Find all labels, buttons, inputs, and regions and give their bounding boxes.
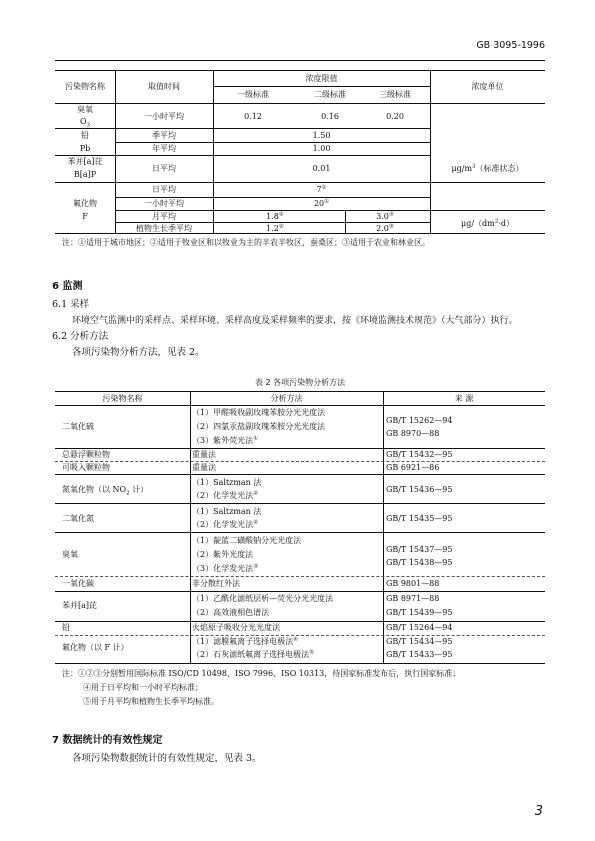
- o3-time: 一小时平均: [144, 112, 184, 121]
- o3-grade2: 0.16: [321, 112, 339, 121]
- o3-grade3: 0.20: [386, 112, 404, 121]
- nox-method-2: （2）化学发光法②: [192, 490, 259, 500]
- f-time-month: 月平均: [152, 212, 176, 221]
- no2-source: GB/T 15435—95: [386, 514, 453, 523]
- t2-o3-source-1: GB/T 15437—95: [386, 545, 453, 554]
- pm10-name: 可吸入颗粒物: [62, 463, 110, 472]
- t2-bap-name: 苯并[a]芘: [62, 601, 98, 610]
- col-header-grade1: 一级标准: [237, 90, 269, 99]
- section7-text: 各项污染物数据统计的有效性规定，见表 3。: [72, 753, 262, 764]
- co-source: GB 9801—88: [386, 579, 440, 588]
- table2-note-1: 注：①②③分别暂用国际标准 ISO/CD 10498、ISO 7996、ISO 10313，待国家标准发布后，执行国家标准；: [62, 669, 461, 678]
- pb-value-quarter: 1.50: [312, 131, 331, 140]
- o3-name: 臭氧: [77, 105, 93, 114]
- f-time-day: 日平均: [152, 185, 176, 194]
- t2-o3-method-2: （2）紫外光度法: [192, 550, 254, 559]
- t2-pb-source: GB/T 15264—94: [386, 623, 453, 632]
- t2-bap-source-1: GB 8971—88: [386, 594, 440, 603]
- bap-value: 0.01: [312, 164, 331, 173]
- t2-o3-method-1: （1）靛蓝二磺酸钠分光光度法: [192, 536, 302, 545]
- so2-name: 二氧化硫: [62, 422, 94, 431]
- f-value-day: 7①: [316, 184, 327, 194]
- table2-caption: 表 2 各项污染物分析方法: [254, 378, 346, 387]
- o3-grade1: 0.12: [244, 112, 262, 121]
- f-value-month-pastoral: 1.8②: [266, 211, 284, 221]
- t2-pb-method: 火焰原子吸收分光光度法: [192, 623, 280, 632]
- f-value-month-agri: 3.0③: [376, 211, 394, 221]
- nox-source: GB/T 15436—95: [386, 485, 453, 494]
- section7-heading: 7 数据统计的有效性规定: [52, 735, 163, 746]
- pm10-method: 重量法: [192, 463, 216, 472]
- section62-text: 各项污染物分析方法，见表 2。: [72, 347, 205, 358]
- col-header-time: 取值时间: [148, 82, 180, 91]
- so2-method-2: （2）四氯汞盐副玫瑰苯胺分光光度法: [192, 422, 326, 431]
- f-time-hour: 一小时平均: [144, 199, 184, 208]
- document-code: GB 3095-1996: [476, 40, 545, 51]
- page-number: 3: [534, 804, 543, 819]
- table1-note: 注：①适用于城市地区；②适用于牧业区和以牧业为主的半农半牧区，蚕桑区；③适用于农业和林业区。: [62, 238, 430, 247]
- pb-symbol: Pb: [79, 144, 91, 153]
- f-value-season-agri: 2.0③: [376, 223, 394, 233]
- t2-col-source: 来 源: [454, 394, 474, 403]
- no2-name: 二氧化氮: [62, 514, 94, 523]
- bap-name: 苯并[a]芘: [67, 157, 103, 166]
- pb-name: 铅: [81, 131, 89, 140]
- f-name: 氟化物: [73, 199, 97, 208]
- t2-o3-name: 臭氧: [62, 550, 78, 559]
- no2-method-1: （1）Saltzman 法: [192, 507, 262, 516]
- co-method: 非分散红外法: [192, 579, 240, 588]
- so2-source-1: GB/T 15262—94: [386, 416, 453, 425]
- section62-heading: 6.2 分析方法: [52, 331, 109, 342]
- bap-symbol: B[a]P: [73, 170, 97, 179]
- pb-time-year: 年平均: [152, 144, 176, 153]
- tsp-method: 重量法: [192, 450, 216, 459]
- col-header-unit: 浓度单位: [471, 82, 504, 91]
- co-name: 一氧化碳: [62, 579, 94, 588]
- pb-time-quarter: 季平均: [152, 131, 176, 140]
- t2-f-method-1: （1）滤膜氟离子选择电极法④: [192, 636, 299, 646]
- t2-f-source-2: GB/T 15433—95: [386, 650, 453, 659]
- col-header-limit: 浓度限值: [305, 74, 338, 83]
- f-time-season: 植物生长季平均: [136, 224, 192, 233]
- table2-note-3: ⑤用于月平均和植物生长季平均标准。: [83, 697, 219, 706]
- pm10-source: GB 6921—86: [386, 463, 440, 472]
- t2-col-pollutant: 污染物名称: [102, 394, 143, 403]
- col-header-grade3: 三级标准: [379, 90, 411, 99]
- t2-col-method: 分析方法: [270, 394, 303, 403]
- so2-method-3: （3）紫外荧光法①: [192, 435, 259, 445]
- t2-f-method-2: （2）石灰滤纸氟离子选择电极法⑤: [192, 649, 315, 659]
- col-header-pollutant: 污染物名称: [65, 82, 105, 91]
- unit-standard-state: $\mu g/m^3$（标准状态）: [451, 163, 524, 173]
- o3-formula: $O_3$: [79, 117, 91, 129]
- col-header-grade2: 二级标准: [314, 90, 346, 99]
- bap-time: 日平均: [152, 164, 176, 173]
- unit-fluoride: $\mu g/(dm^2\cdot d)$: [461, 218, 514, 228]
- f-symbol: F: [82, 212, 88, 221]
- t2-bap-source-2: GB/T 15439—95: [386, 608, 453, 617]
- t2-f-source-1: GB/T 15434—95: [386, 637, 453, 646]
- header-rule: [55, 60, 545, 61]
- section61-text: 环境空气监测中的采样点、采样环境、采样高度及采样频率的要求，按《环境监测技术规范》（大气部分）执行。: [72, 316, 518, 326]
- so2-source-2: GB 8970—88: [386, 429, 440, 438]
- t2-o3-source-2: GB/T 15438—95: [386, 558, 453, 567]
- nox-method-1: （1）Saltzman 法: [192, 478, 262, 487]
- section61-heading: 6.1 采样: [52, 299, 90, 310]
- t2-f-name: 氟化物（以 F 计）: [62, 643, 129, 652]
- section6-heading: 6 监测: [52, 281, 83, 292]
- t2-bap-method-2: （2）高效液相色谱法: [192, 608, 270, 617]
- pb-value-year: 1.00: [312, 144, 331, 153]
- t2-bap-method-1: （1）乙酰化滤纸层析—荧光分光光度法: [192, 594, 334, 603]
- nox-name: 氮氧化物（以 $NO_2$ 计）: [62, 485, 149, 497]
- tsp-source: GB/T 15432—95: [386, 450, 453, 459]
- tsp-name: 总悬浮颗粒物: [62, 450, 110, 459]
- f-value-hour: 20①: [313, 198, 330, 208]
- t2-pb-name: 铅: [62, 623, 70, 632]
- table2-note-2: ④用于日平均和一小时平均标准；: [83, 683, 203, 692]
- t2-o3-method-3: （3）化学发光法③: [192, 563, 259, 573]
- so2-method-1: （1）甲醛吸收副玫瑰苯胺分光光度法: [192, 408, 326, 417]
- f-value-season-pastoral: 1.2②: [266, 223, 284, 233]
- no2-method-2: （2）化学发光法②: [192, 519, 259, 529]
